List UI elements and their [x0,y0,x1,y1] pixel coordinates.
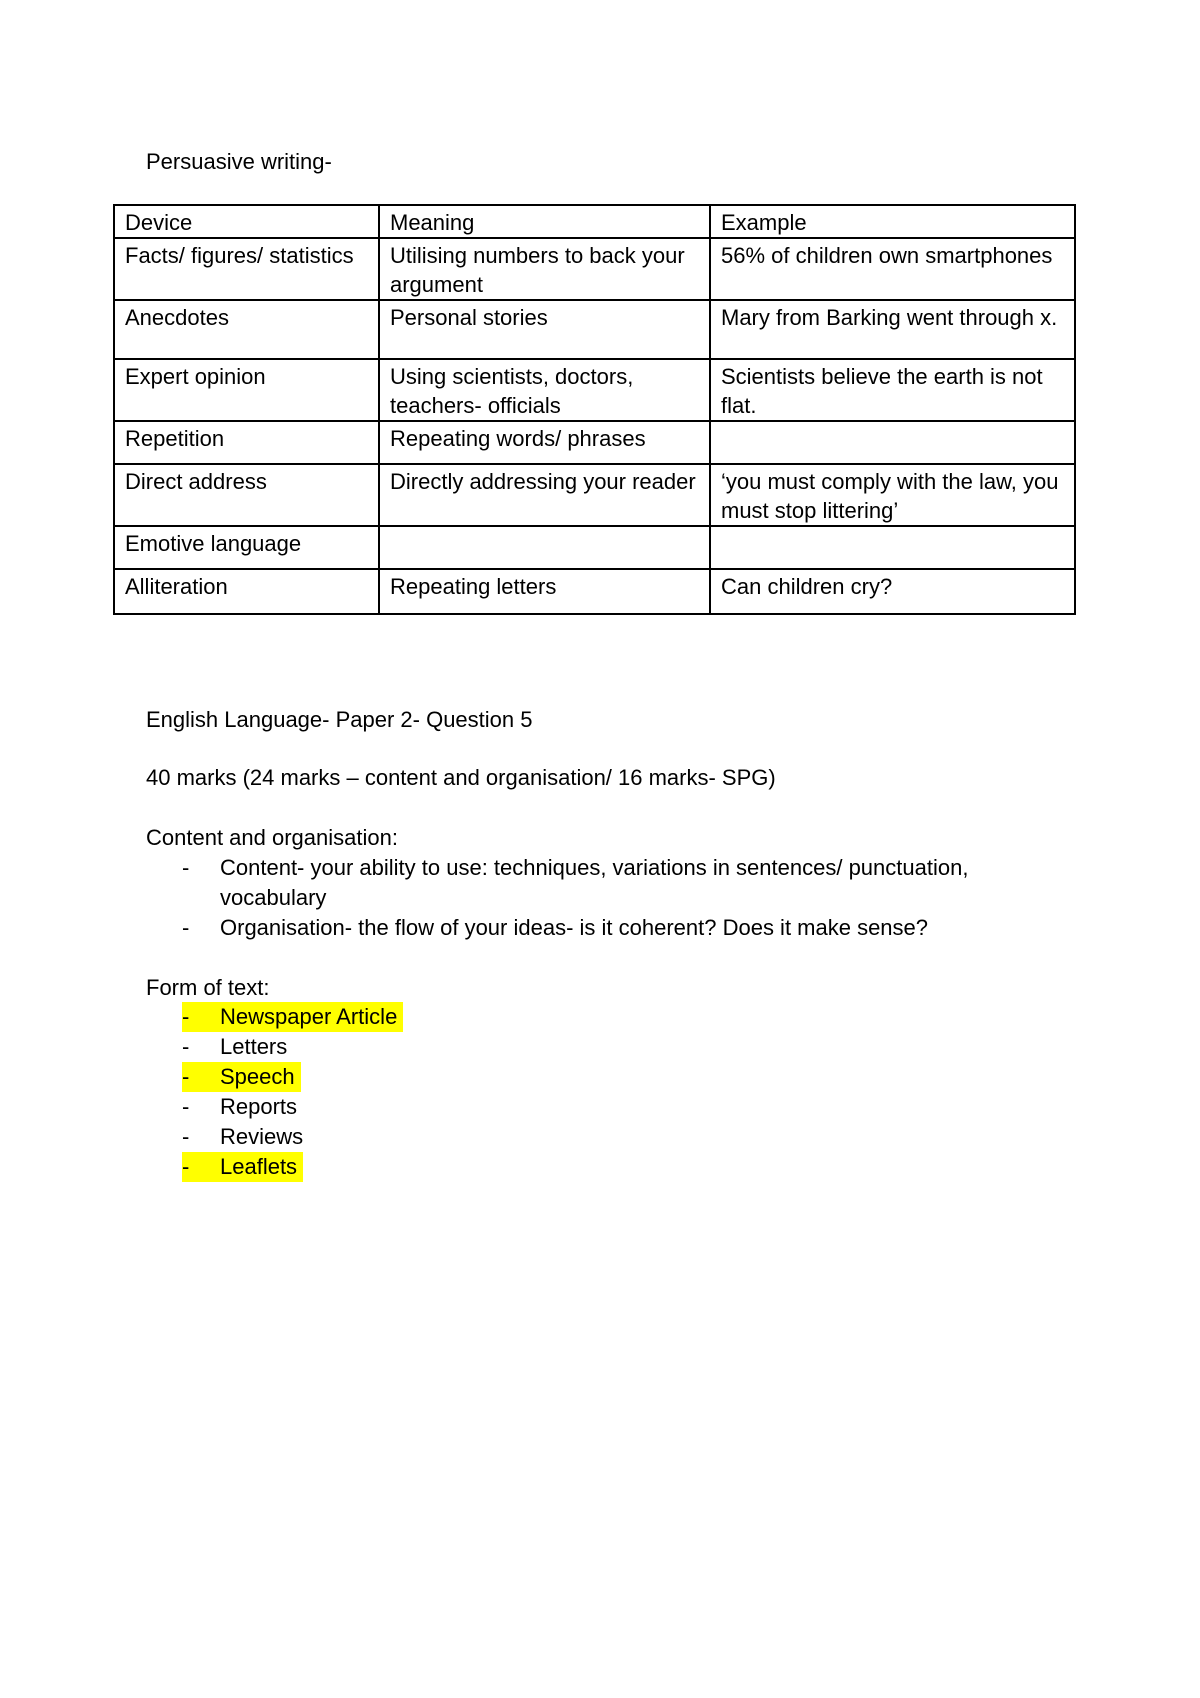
dash-bullet: - [182,1094,190,1119]
dash-bullet: - [182,1004,190,1029]
marks-line: 40 marks (24 marks – content and organisation/ 16 marks- SPG) [146,765,776,790]
table-row [114,569,1075,614]
dash-bullet: - [182,1034,190,1059]
content-heading: Content and organisation: [146,825,398,850]
cell-meaning [379,526,710,569]
content-list [182,853,1040,943]
table-row [114,464,1075,526]
dash-bullet: - [182,915,190,940]
cell-example: Can children cry? [710,569,1075,614]
cell-example [710,421,1075,464]
cell-device: Facts/ figures/ statistics [114,238,379,300]
list-item-highlighted [182,1152,303,1182]
list-item [182,913,1040,943]
header-meaning: Meaning [379,205,710,238]
list-item-text: Reports [220,1094,298,1119]
list-item-text: Content- your ability to use: techniques, variations in sentences/ punctuation, vocabulary [220,855,969,910]
table-row [114,300,1075,359]
cell-meaning: Repeating letters [379,569,710,614]
table-row [114,526,1075,569]
devices-table [113,204,1076,615]
cell-example: 56% of children own smartphones [710,238,1075,300]
cell-meaning: Repeating words/ phrases [379,421,710,464]
dash-bullet: - [182,1154,190,1179]
cell-meaning: Directly addressing your reader [379,464,710,526]
section-title: English Language- Paper 2- Question 5 [146,707,533,732]
cell-device: Anecdotes [114,300,379,359]
list-item-text: Newspaper Article [220,1004,398,1029]
list-item-text: Reviews [220,1124,304,1149]
cell-device: Expert opinion [114,359,379,421]
list-item-text: Organisation- the flow of your ideas- is it coherent? Does it make sense? [220,915,929,940]
list-item [182,853,1040,913]
cell-meaning: Using scientists, doctors, teachers- officials [379,359,710,421]
page-heading: Persuasive writing- [146,149,332,174]
cell-example: Mary from Barking went through x. [710,300,1075,359]
header-device: Device [114,205,379,238]
form-heading: Form of text: [146,975,270,1000]
table-row [114,238,1075,300]
list-item [182,1122,403,1152]
dash-bullet: - [182,1124,190,1149]
cell-meaning: Personal stories [379,300,710,359]
cell-meaning: Utilising numbers to back your argument [379,238,710,300]
table-row [114,359,1075,421]
list-item-highlighted [182,1062,301,1092]
cell-device: Repetition [114,421,379,464]
list-item-text: Letters [220,1034,288,1059]
cell-example [710,526,1075,569]
cell-device: Alliteration [114,569,379,614]
cell-device: Direct address [114,464,379,526]
list-item [182,1092,403,1122]
table-header-row [114,205,1075,238]
list-item-text: Leaflets [220,1154,298,1179]
cell-example: ‘you must comply with the law, you must stop littering’ [710,464,1075,526]
dash-bullet: - [182,1064,190,1089]
list-item [182,1032,403,1062]
list-item-text: Speech [220,1064,295,1089]
header-example: Example [710,205,1075,238]
list-item-highlighted [182,1002,403,1032]
cell-example: Scientists believe the earth is not flat. [710,359,1075,421]
table-row [114,421,1075,464]
cell-device: Emotive language [114,526,379,569]
form-list [182,1002,403,1182]
dash-bullet: - [182,855,190,880]
